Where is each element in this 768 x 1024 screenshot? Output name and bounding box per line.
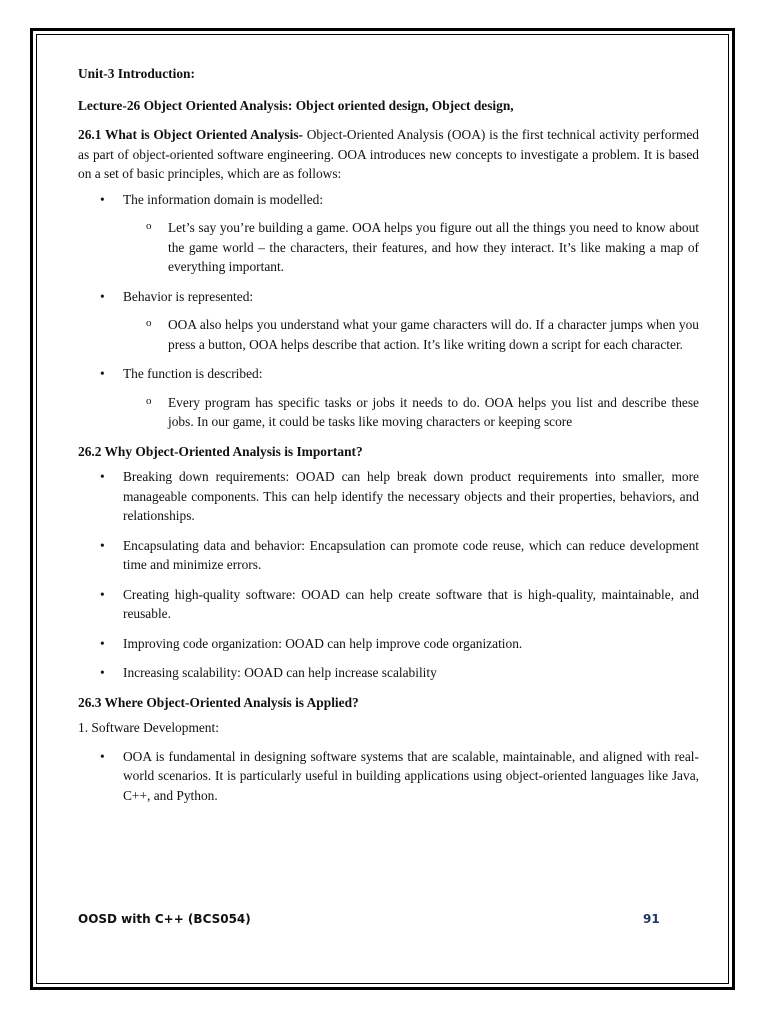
list-item — [78, 364, 699, 432]
unit-heading: Unit-3 Introduction: — [78, 66, 195, 81]
footer-page-number: 91 — [643, 912, 660, 926]
list-item: • Breaking down requirements: OOAD can help break down product requirements into smaller, more manageable components. This can help identify the necessary objects and their properties, behaviors, and relationships. — [78, 467, 699, 526]
sub-list-item: o Every program has specific tasks or jobs it needs to do. OOA helps you list and describe these jobs. In our game, it could be tasks like moving characters or keeping score — [123, 393, 699, 432]
list-item: • OOA is fundamental in designing software systems that are scalable, maintainable, and aligned with real-world scenarios. It is particularly useful in building applications using object-oriented languages like Java, C++, and Python. — [78, 747, 699, 806]
sub-list-item: o Let’s say you’re building a game. OOA helps you figure out all the things you need to know about the game world – the characters, their features, and how they interact. It’s like making a map of everything important. — [123, 218, 699, 277]
list-item: • Improving code organization: OOAD can help improve code organization. — [78, 634, 699, 654]
sub-list — [123, 218, 699, 277]
list-item: • Creating high-quality software: OOAD can help create software that is high-quality, maintainable, and reusable. — [78, 585, 699, 624]
list-item: • Increasing scalability: OOAD can help increase scalability — [78, 663, 699, 683]
list-item — [78, 190, 699, 277]
importance-list — [78, 467, 699, 683]
lecture-heading: Lecture-26 Object Oriented Analysis: Object oriented design, Object design, — [78, 97, 514, 113]
section-26-1-intro — [78, 125, 699, 184]
sub-list — [123, 315, 699, 354]
section-26-2-heading: 26.2 Why Object-Oriented Analysis is Important? — [78, 443, 363, 459]
applied-list — [78, 747, 699, 806]
footer-course: OOSD with C++ (BCS054) — [78, 912, 251, 926]
list-item — [78, 287, 699, 355]
sub-list — [123, 393, 699, 432]
principles-list — [78, 190, 699, 432]
principle-label: Behavior is represented: — [123, 288, 254, 304]
section-26-3-heading: 26.3 Where Object-Oriented Analysis is Applied? — [78, 694, 359, 710]
principle-label: The function is described: — [123, 366, 263, 381]
sub-list-item: o OOA also helps you understand what your game characters will do. If a character jumps when you press a button, OOA helps describe that action. It’s like writing down a script for each character. — [123, 315, 699, 354]
section-26-1-heading: 26.1 What is Object Oriented Analysis- — [78, 127, 303, 142]
document-body — [78, 64, 699, 815]
numbered-item-label: 1. Software Development: — [78, 720, 219, 735]
principle-label: The information domain is modelled: — [123, 191, 324, 207]
section-26-1-text: Object-Oriented Analysis (OOA) is the first technical activity performed as part of object-oriented software engineering. OOA introduces new concepts to investigate a problem. It is based on a set of basic principles, which are as follows: — [78, 127, 700, 181]
list-item: • Encapsulating data and behavior: Encapsulation can promote code reuse, which can reduce development time and minimize errors. — [78, 536, 699, 575]
